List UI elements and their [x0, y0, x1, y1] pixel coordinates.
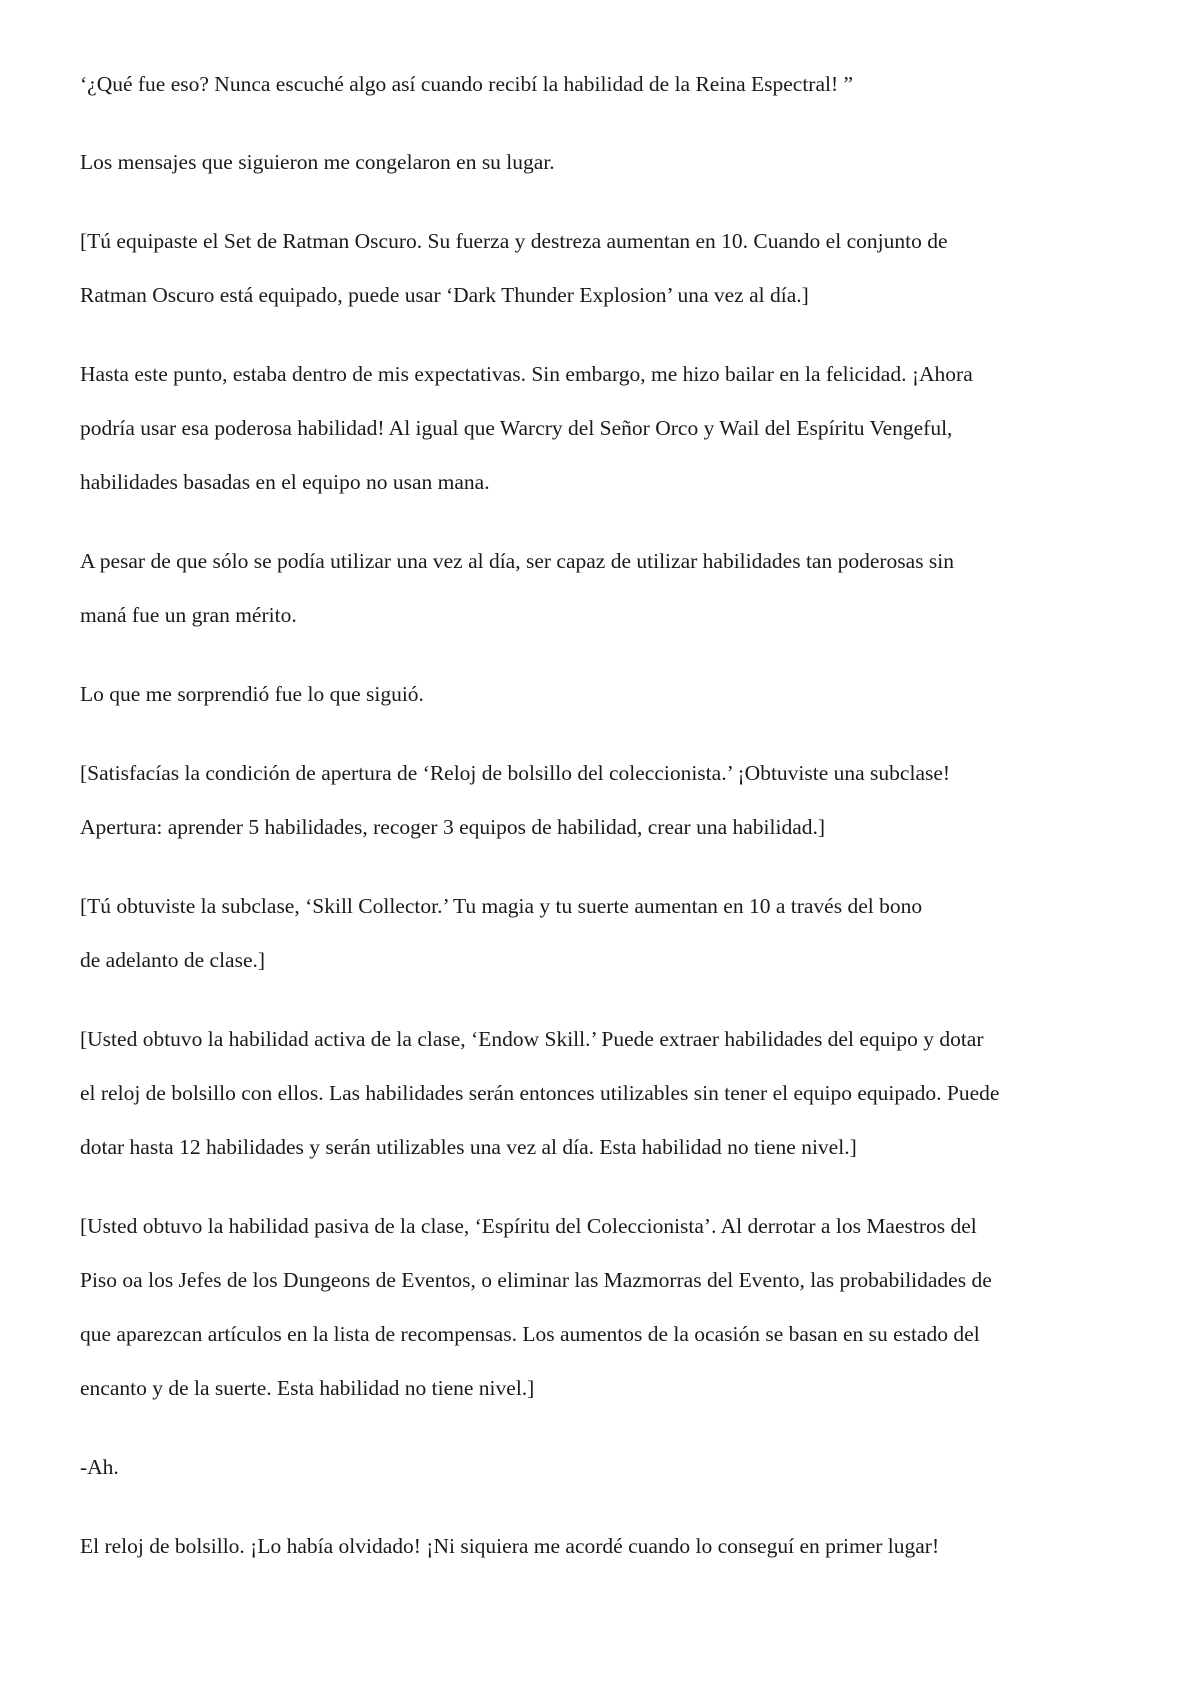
paragraph-7 [80, 746, 950, 854]
text-line: ‘¿Qué fue eso? Nunca escuché algo así cuando recibí la habilidad de la Reina Espectral! ” [80, 72, 854, 96]
text-line: encanto y de la suerte. Esta habilidad no tiene nivel.] [80, 1376, 535, 1400]
text-line: [Satisfacías la condición de apertura de ‘Reloj de bolsillo del coleccionista.’ ¡Obtuviste una subclase! [80, 761, 951, 785]
text-line: el reloj de bolsillo con ellos. Las habilidades serán entonces utilizables sin tener el equipo equipado. Puede [80, 1081, 1000, 1105]
text-line: dotar hasta 12 habilidades y serán utilizables una vez al día. Esta habilidad no tiene nivel.] [80, 1135, 857, 1159]
paragraph-2 [80, 135, 555, 189]
text-line: Ratman Oscuro está equipado, puede usar ‘Dark Thunder Explosion’ una vez al día.] [80, 283, 809, 307]
text-line: Hasta este punto, estaba dentro de mis expectativas. Sin embargo, me hizo bailar en la felicidad. ¡Ahora [80, 362, 973, 386]
text-line: [Tú obtuviste la subclase, ‘Skill Collector.’ Tu magia y tu suerte aumentan en 10 a través del bono [80, 894, 923, 918]
text-line: Los mensajes que siguieron me congelaron en su lugar. [80, 150, 555, 174]
text-line: Apertura: aprender 5 habilidades, recoger 3 equipos de habilidad, crear una habilidad.] [80, 815, 826, 839]
paragraph-1 [80, 57, 853, 111]
paragraph-8 [80, 879, 922, 987]
text-line: habilidades basadas en el equipo no usan mana. [80, 470, 490, 494]
text-line: de adelanto de clase.] [80, 948, 266, 972]
text-line: -Ah. [80, 1455, 119, 1479]
paragraph-5 [80, 534, 954, 642]
paragraph-6 [80, 667, 424, 721]
paragraph-10 [80, 1199, 992, 1415]
paragraph-4 [80, 347, 973, 509]
text-line: podría usar esa poderosa habilidad! Al igual que Warcry del Señor Orco y Wail del Espíritu Vengeful, [80, 416, 953, 440]
paragraph-11 [80, 1440, 119, 1494]
text-line: maná fue un gran mérito. [80, 603, 297, 627]
paragraph-9 [80, 1012, 999, 1174]
text-line: [Tú equipaste el Set de Ratman Oscuro. Su fuerza y destreza aumentan en 10. Cuando el conjunto de [80, 229, 948, 253]
text-line: Lo que me sorprendió fue lo que siguió. [80, 682, 424, 706]
paragraph-3 [80, 214, 948, 322]
text-line: que aparezcan artículos en la lista de recompensas. Los aumentos de la ocasión se basan en su estado del [80, 1322, 980, 1346]
paragraph-12 [80, 1519, 939, 1573]
text-line: Piso oa los Jefes de los Dungeons de Eventos, o eliminar las Mazmorras del Evento, las probabilidades de [80, 1268, 992, 1292]
text-line: El reloj de bolsillo. ¡Lo había olvidado! ¡Ni siquiera me acordé cuando lo conseguí en primer lugar! [80, 1534, 940, 1558]
text-line: [Usted obtuvo la habilidad pasiva de la clase, ‘Espíritu del Coleccionista’. Al derrotar a los Maestros del [80, 1214, 977, 1238]
text-line: [Usted obtuvo la habilidad activa de la clase, ‘Endow Skill.’ Puede extraer habilidades del equipo y dotar [80, 1027, 984, 1051]
text-line: A pesar de que sólo se podía utilizar una vez al día, ser capaz de utilizar habilidades tan poderosas sin [80, 549, 955, 573]
